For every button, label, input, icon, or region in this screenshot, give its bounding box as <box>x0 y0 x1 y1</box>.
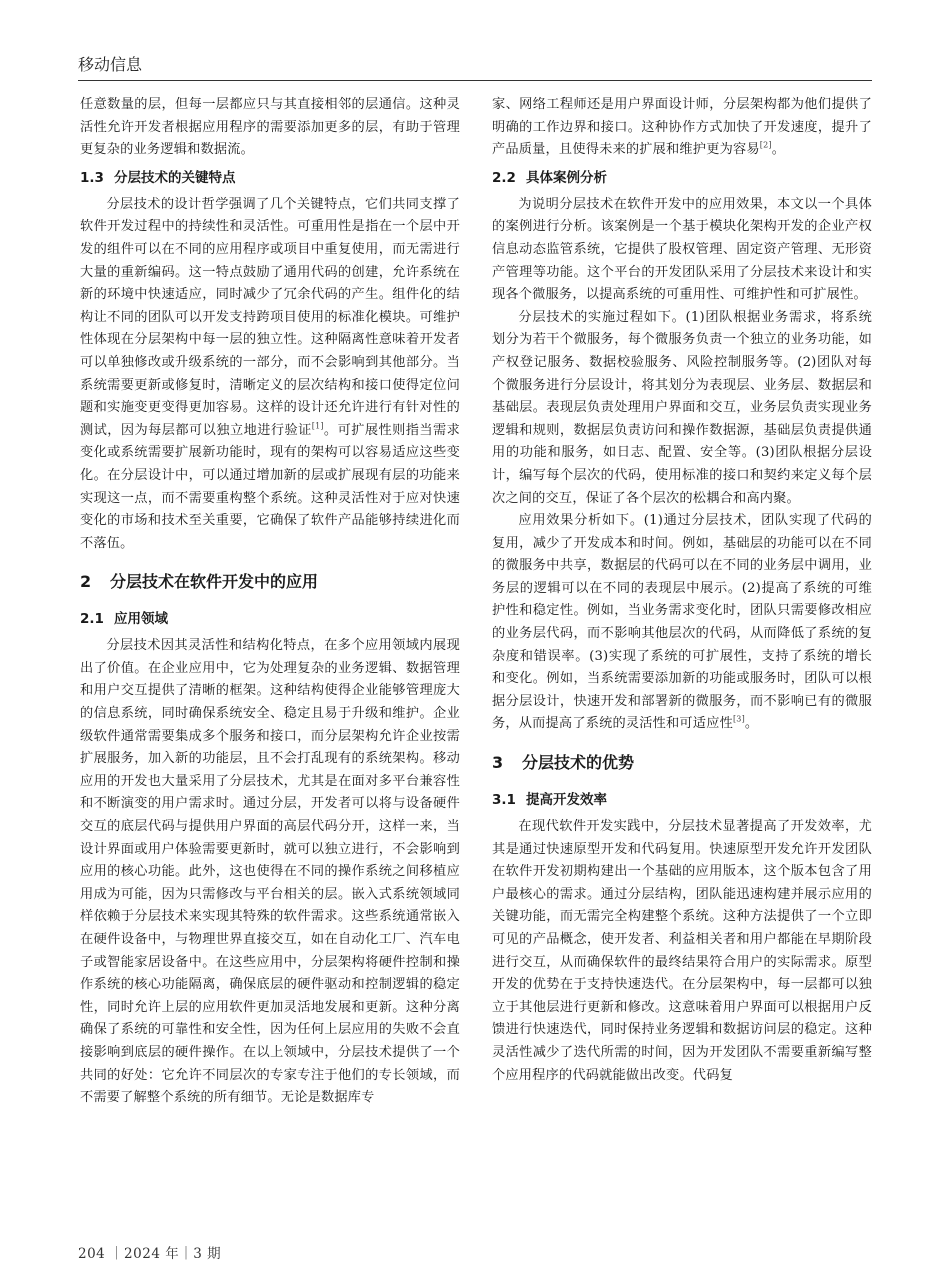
section-heading-2-2 <box>492 168 872 188</box>
section-number: 1.3 <box>80 169 104 186</box>
paragraph-text: 家、网络工程师还是用户界面设计师，分层架构都为他们提供了明确的工作边界和接口。这种协作方式加快了开发速度，提升了产品质量，且使得未来的扩展和维护更为容易 <box>492 97 872 158</box>
section-title: 分层技术的优势 <box>522 753 635 773</box>
citation-3: [3] <box>732 715 745 725</box>
section-number: 3 <box>492 753 504 773</box>
paragraph-text: 。可扩展性则指当需求变化或系统需要扩展新功能时，现有的架构可以容易适应这些变化。在分层设计中，可以通过增加新的层或扩展现有层的功能来实现这一点，而不需要重构整个系统。这种灵活性对于应对快速变化的市场和技术至关重要，它确保了软件产品能够持续进化而不落伍。 <box>80 422 461 551</box>
journal-name: 移动信息 <box>78 55 143 74</box>
paragraph-text: 分层技术的设计哲学强调了几个关键特点，它们共同支撑了软件开发过程中的持续性和灵活性。可重用性是指在一个层中开发的组件可以在不同的应用程序或项目中重复使用，而无需进行大量的重新编码。这一特点鼓励了通用代码的创建，允许系统在新的环境中快速适应，同时减少了冗余代码的产生。组件化的结构让不同的团队可以开发支持跨项目使用的标准化模块。可维护性体现在分层架构中每一层的独立性。这种隔离性意味着开发者可以单独修改或升级系统的一部分，而不会影响到其他部分。当系统需要更新或修复时，清晰定义的层次结构和接口使得定位问题和实施变更变得更加容易。这样的设计还允许进行有针对性的测试，因为每层都可以独立地进行验证 <box>80 196 460 438</box>
section-heading-3 <box>492 751 872 775</box>
section-title: 具体案例分析 <box>526 169 607 186</box>
section-2-2-paragraph-3 <box>492 510 872 736</box>
section-1-3-paragraph <box>80 194 460 556</box>
right-column <box>492 94 872 1087</box>
section-2-2-paragraph-2: 分层技术的实施过程如下。(1)团队根据业务需求，将系统划分为若干个微服务，每个微服务负责一个独立的业务功能，如产权登记服务、数据校验服务、风险控制服务等。(2)团队对每个微服务进行分层设计，将其划分为表现层、业务层、数据层和基础层。表现层负责处理用户界面和交互，业务层负责实现业务逻辑和规则，数据层负责访问和操作数据源，基础层负责提供通用的功能和服务，如日志、配置、安全等。(3)团队根据分层设计，编写每个层次的代码，使用标准的接口和契约来定义每个层次之间的交互，保证了各个层次的松耦合和高内聚。 <box>492 309 872 506</box>
section-heading-2 <box>80 570 460 594</box>
section-number: 2.2 <box>492 169 516 186</box>
section-title: 应用领域 <box>114 611 168 628</box>
page-footer: 204 ｜2024 年｜3 期 <box>78 1246 222 1262</box>
section-2-2-paragraph-1: 为说明分层技术在软件开发中的应用效果，本文以一个具体的案例进行分析。该案例是一个基于模块化架构开发的企业产权信息动态监管系统，它提供了股权管理、固定资产管理、无形资产管理等功能。这个平台的开发团队采用了分层技术来设计和实现各个微服务，以提高系统的可重用性、可维护性和可扩展性。 <box>492 196 872 303</box>
section-title: 分层技术的关键特点 <box>114 169 236 186</box>
paragraph-text: 。 <box>744 716 759 732</box>
paragraph-text: 。 <box>771 142 786 158</box>
section-number: 2 <box>80 572 92 592</box>
section-heading-1-3 <box>80 168 460 188</box>
section-2-1-paragraph: 分层技术因其灵活性和结构化特点，在多个应用领域内展现出了价值。在企业应用中，它为处理复杂的业务逻辑、数据管理和用户交互提供了清晰的框架。这种结构使得企业能够管理庞大的信息系统，同时确保系统安全、稳定且易于升级和维护。企业级软件通常需要集成多个服务和接口，而分层架构允许企业按需扩展服务，加入新的功能层，且不会打乱现有的系统架构。移动应用的开发也大量采用了分层技术，尤其是在面对多平台兼容性和不断演变的用户需求时。通过分层，开发者可以将与设备硬件交互的底层代码与提供用户界面的高层代码分开，这样一来，当设计界面或用户体验需要更新时，就可以独立进行，不会影响到应用的核心功能。此外，这也使得在不同的操作系统之间移植应用成为可能，因为只需修改与平台相关的层。嵌入式系统领域同样依赖于分层技术来实现其特殊的软件需求。这些系统通常嵌入在硬件设备中，与物理世界直接交互，如在自动化工厂、汽车电子或智能家居设备中。在这些应用中，分层架构将硬件控制和操作系统的核心功能隔离，确保底层的硬件驱动和控制逻辑的稳定性，同时允许上层的应用软件更加灵活地发展和更新。这种分离确保了系统的可靠性和安全性，因为任何上层应用的失败不会直接影响到底层的硬件操作。在以上领域中，分层技术提供了一个共同的好处：它允许不同层次的专家专注于他们的专长领域，而不需要了解整个系统的所有细节。无论是数据库专 <box>80 638 460 1106</box>
section-number: 2.1 <box>80 611 104 628</box>
header-divider <box>78 80 872 81</box>
section-number: 3.1 <box>492 792 516 809</box>
paragraph-text: 应用效果分析如下。(1)通过分层技术，团队实现了代码的复用，减少了开发成本和时间。例如，基础层的功能可以在不同的微服务中共享，数据层的代码可以在不同的业务层中调用，业务层的逻辑可以在不同的表现层中展示。(2)提高了系统的可维护性和稳定性。例如，当业务需求变化时，团队只需要修改相应的业务层代码，而不影响其他层次的代码，从而降低了系统的复杂度和错误率。(3)实现了系统的可扩展性，支持了系统的增长和变化。例如，当系统需要添加新的功能或服务时，团队可以根据分层设计，快速开发和部署新的微服务，而不影响已有的微服务，从而提高了系统的灵活性和可适应性 <box>492 513 872 732</box>
citation-2: [2] <box>759 140 772 150</box>
section-heading-2-1 <box>80 609 460 629</box>
paragraph-continued: 任意数量的层，但每一层都应只与其直接相邻的层通信。这种灵活性允许开发者根据应用程序的需要添加更多的层，有助于管理更复杂的业务逻辑和数据流。 <box>80 97 460 158</box>
citation-1: [1] <box>311 421 324 431</box>
section-3-1-paragraph: 在现代软件开发实践中，分层技术显著提高了开发效率，尤其是通过快速原型开发和代码复用。快速原型开发允许开发团队在软件开发初期构建出一个基础的应用版本，这个版本包含了用户最核心的需求。通过分层结构，团队能迅速构建并展示应用的关键功能，而无需完全构建整个系统。这种方法提供了一个立即可见的产品概念，使开发者、利益相关者和用户都能在早期阶段进行交互，从而确保软件的最终结果符合用户的实际需求。原型开发的优势在于支持快速迭代。在分层架构中，每一层都可以独立于其他层进行更新和修改。这意味着用户界面可以根据用户反馈进行快速迭代，同时保持业务逻辑和数据访问层的稳定。这种灵活性减少了迭代所需的时间，因为开发团队不需要重新编写整个应用程序的代码就能做出改变。代码复 <box>492 819 872 1083</box>
section-title: 提高开发效率 <box>526 792 607 809</box>
section-title: 分层技术在软件开发中的应用 <box>110 572 319 592</box>
paragraph-continued <box>492 94 872 162</box>
left-column <box>80 94 460 1110</box>
section-heading-3-1 <box>492 790 872 810</box>
